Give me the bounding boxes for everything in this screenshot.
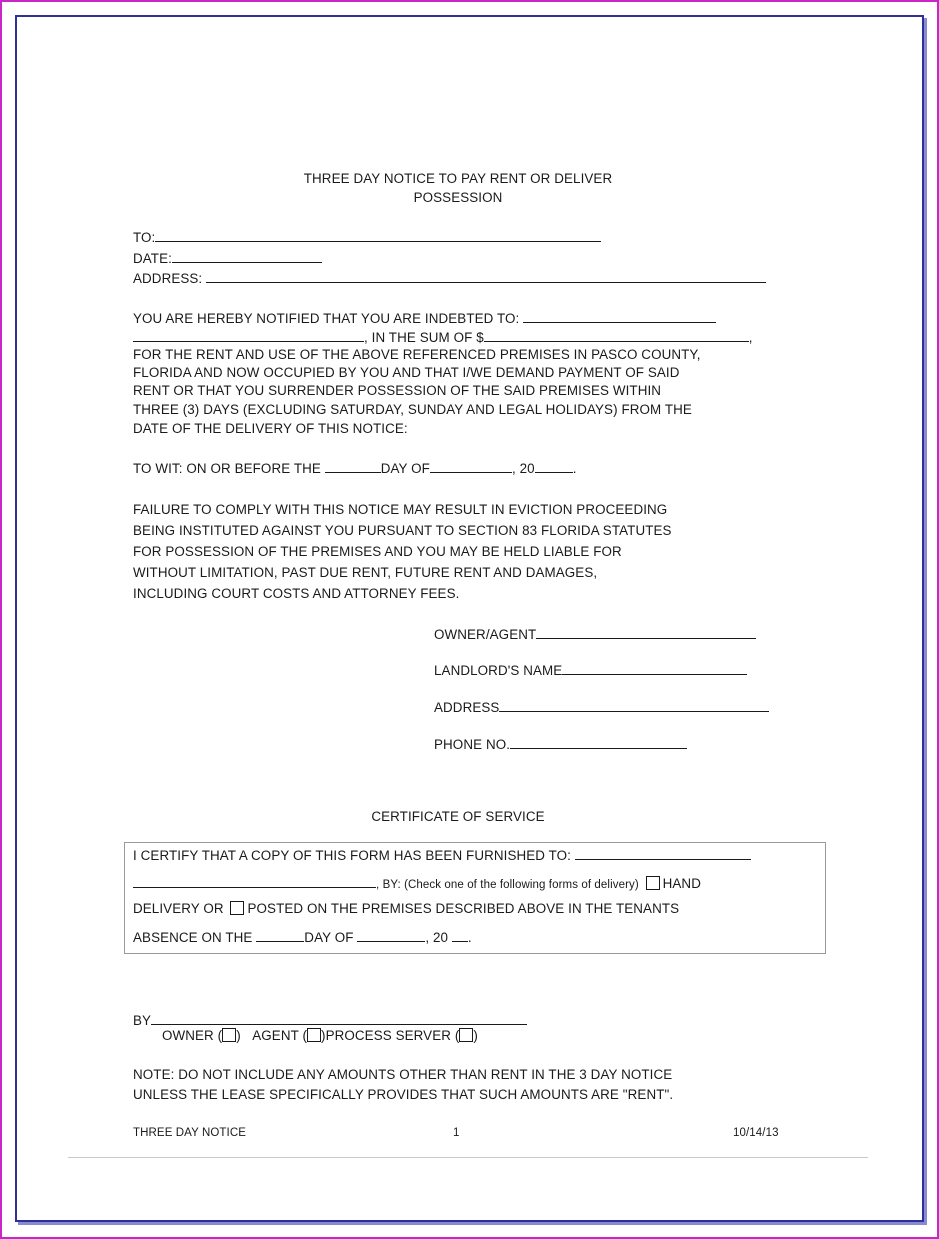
role-selection [162,1028,478,1043]
certificate-line-2 [133,875,701,891]
note-line-1: NOTE: DO NOT INCLUDE ANY AMOUNTS OTHER THAN RENT IN THE 3 DAY NOTICE [133,1067,673,1082]
owner-agent-field [434,626,756,642]
landlord-address-blank[interactable] [499,699,769,712]
notice-line-4: FLORIDA AND NOW OCCUPIED BY YOU AND THAT I/WE DEMAND PAYMENT OF SAID [133,365,680,380]
to-field [133,229,601,245]
notice-line-7: DATE OF THE DELIVERY OF THIS NOTICE: [133,421,408,436]
date-blank[interactable] [172,250,322,263]
hand-delivery-checkbox[interactable] [646,876,660,890]
by-label: BY [133,1013,152,1028]
absence-label: ABSENCE ON THE [133,930,253,945]
creditor-blank[interactable] [523,310,716,323]
creditor-blank-2[interactable] [133,329,364,342]
agent-label: AGENT ( [252,1028,308,1043]
footer-date: 10/14/13 [733,1127,779,1139]
certificate-line-4 [133,929,472,945]
phone-label: PHONE NO. [434,737,511,752]
furnished-to-blank[interactable] [575,847,751,860]
posted-label: POSTED ON THE PREMISES DESCRIBED ABOVE IN THE TENANTS [247,901,680,916]
owner-agent-label: OWNER/AGENT [434,627,537,642]
landlord-name-field [434,662,747,678]
absence-end: . [467,930,472,945]
to-wit-line [133,460,577,476]
server-close: ) [473,1028,478,1043]
landlord-name-label: LANDLORD'S NAME [434,663,563,678]
certificate-heading: CERTIFICATE OF SERVICE [371,809,545,824]
notice-line-5: RENT OR THAT YOU SURRENDER POSSESSION OF THE SAID PREMISES WITHIN [133,383,662,398]
absence-day-of: DAY OF [304,930,354,945]
sum-blank[interactable] [484,329,749,342]
address-field [133,270,766,286]
to-blank[interactable] [155,229,601,242]
to-label: TO: [133,230,156,245]
posted-checkbox[interactable] [230,901,244,915]
by-signature-blank[interactable] [151,1012,527,1025]
phone-blank[interactable] [510,736,687,749]
date-label: DATE: [133,251,172,266]
to-wit-day-blank[interactable] [325,460,381,473]
failure-line-1: FAILURE TO COMPLY WITH THIS NOTICE MAY RESULT IN EVICTION PROCEEDING [133,502,668,517]
notice-text-1: YOU ARE HEREBY NOTIFIED THAT YOU ARE INDEBTED TO: [133,311,520,326]
owner-close: ) [236,1028,241,1043]
note-line-2: UNLESS THE LEASE SPECIFICALLY PROVIDES THAT SUCH AMOUNTS ARE "RENT". [133,1087,674,1102]
delivery-instructions: , BY: (Check one of the following forms of delivery) [376,879,639,891]
notice-line-1 [133,310,716,326]
sum-label: , IN THE SUM OF $ [364,330,484,345]
absence-year-blank[interactable] [452,929,468,942]
landlord-address-field [434,699,769,715]
hand-label: HAND [662,876,701,891]
delivery-or-label: DELIVERY OR [133,901,224,916]
process-server-checkbox[interactable] [459,1028,473,1042]
by-line [133,1012,527,1028]
to-wit-year: , 20 [511,461,535,476]
date-field [133,250,322,266]
to-wit-year-blank[interactable] [535,460,573,473]
agent-checkbox[interactable] [307,1028,321,1042]
footer-page-number: 1 [453,1127,460,1139]
address-blank[interactable] [206,270,766,283]
certificate-text-1: I CERTIFY THAT A COPY OF THIS FORM HAS BEEN FURNISHED TO: [133,848,572,863]
to-wit-day-of: DAY OF [380,461,430,476]
process-server-label: )PROCESS SERVER ( [321,1028,460,1043]
owner-agent-blank[interactable] [536,626,756,639]
notice-line-6: THREE (3) DAYS (EXCLUDING SATURDAY, SUNDAY AND LEGAL HOLIDAYS) FROM THE [133,402,692,417]
absence-year: , 20 [425,930,449,945]
absence-month-blank[interactable] [357,929,425,942]
document-title-line1: THREE DAY NOTICE TO PAY RENT OR DELIVER [303,171,613,186]
failure-line-2: BEING INSTITUTED AGAINST YOU PURSUANT TO SECTION 83 FLORIDA STATUTES [133,523,672,538]
document-title-line2: POSSESSION [413,190,503,205]
to-wit-month-blank[interactable] [430,460,512,473]
absence-day-blank[interactable] [256,929,304,942]
address-label: ADDRESS: [133,271,203,286]
landlord-address-label: ADDRESS [434,700,500,715]
certificate-line-3 [133,901,679,916]
footer-rule [68,1157,868,1158]
failure-line-3: FOR POSSESSION OF THE PREMISES AND YOU MAY BE HELD LIABLE FOR [133,544,622,559]
owner-checkbox[interactable] [222,1028,236,1042]
failure-line-5: INCLUDING COURT COSTS AND ATTORNEY FEES. [133,586,460,601]
failure-line-4: WITHOUT LIMITATION, PAST DUE RENT, FUTURE RENT AND DAMAGES, [133,565,598,580]
certificate-line-1 [133,847,751,863]
to-wit-end: . [572,461,577,476]
footer-title: THREE DAY NOTICE [133,1127,246,1139]
phone-field [434,736,687,752]
to-wit-prefix: TO WIT: ON OR BEFORE THE [133,461,321,476]
owner-label: OWNER ( [162,1028,223,1043]
notice-line-3: FOR THE RENT AND USE OF THE ABOVE REFERENCED PREMISES IN PASCO COUNTY, [133,347,701,362]
furnished-to-blank-2[interactable] [133,875,376,888]
landlord-name-blank[interactable] [562,662,747,675]
notice-line-2 [133,329,753,345]
sum-comma: , [748,330,753,345]
